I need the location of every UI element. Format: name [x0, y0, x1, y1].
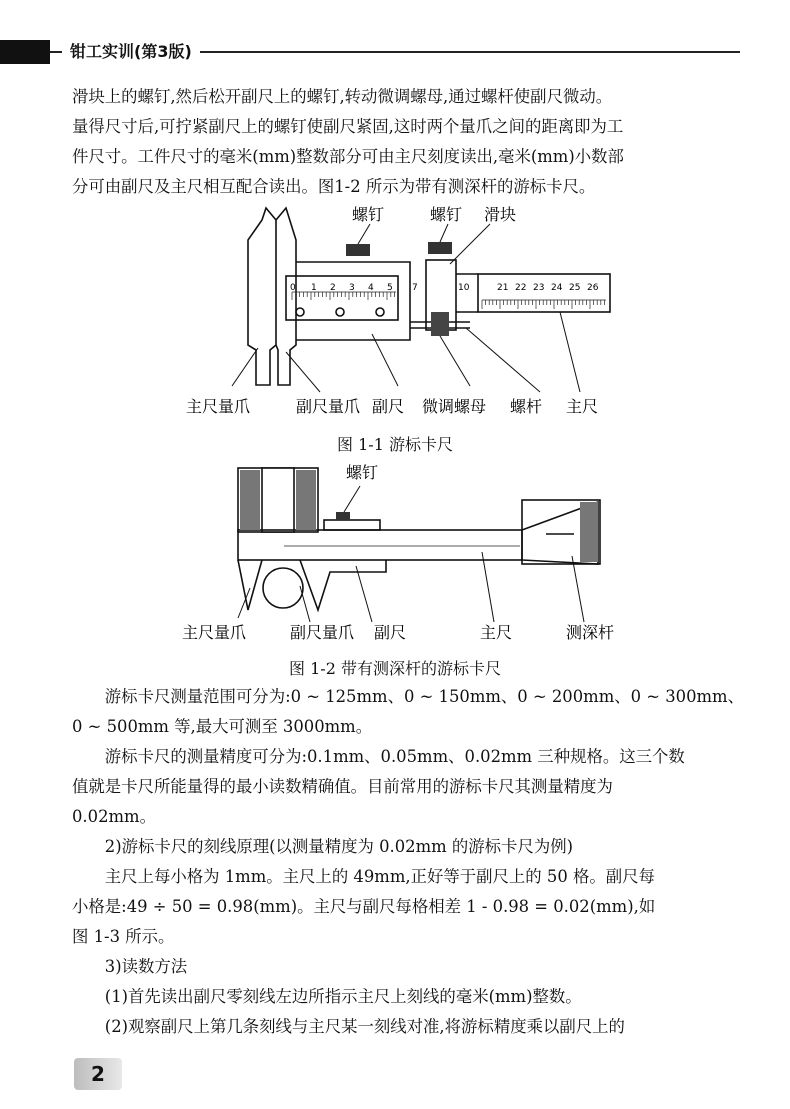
vernier-caliper-drawing: [0, 200, 790, 430]
figure-1-1-caption: 图 1-1 游标卡尺: [337, 435, 453, 454]
label-slider: 滑块: [484, 205, 517, 224]
fine-adjust-nut-icon: [431, 312, 449, 336]
scale-number: 24: [551, 283, 563, 293]
scale-number: 2: [330, 283, 336, 293]
scale-number: 5: [387, 283, 393, 293]
figure-1-2: [0, 460, 790, 650]
text-line: 游标卡尺测量范围可分为:0 ~ 125mm、0 ~ 150mm、0 ~ 200mm、0 ~ 300mm、: [104, 687, 744, 706]
scale-number: 23: [533, 283, 545, 293]
scale-number: 10: [458, 283, 470, 293]
scale-number: 4: [368, 283, 374, 293]
scale-number: 0: [290, 283, 296, 293]
label-screw-1: 螺钉: [352, 205, 385, 224]
screw-icon: [346, 244, 370, 256]
label-fine-nut: 微调螺母: [422, 397, 487, 416]
text-line: 图 1-3 所示。: [72, 927, 175, 946]
scale-number: 1: [311, 283, 317, 293]
text-line: 滑块上的螺钉,然后松开副尺上的螺钉,转动微调螺母,通过螺杆使副尺微动。: [72, 87, 613, 106]
label-main-scale: 主尺: [480, 623, 513, 642]
text-line: 量得尺寸后,可拧紧副尺上的螺钉使副尺紧固,这时两个量爪之间的距离即为工: [72, 117, 624, 136]
text-line: 2)游标卡尺的刻线原理(以测量精度为 0.02mm 的游标卡尺为例): [104, 837, 574, 856]
text-line: 小格是:49 ÷ 50 = 0.98(mm)。主尺与副尺每格相差 1 - 0.98 = 0.02(mm),如: [72, 897, 656, 916]
text-line: 0 ~ 500mm 等,最大可测至 3000mm。: [72, 717, 373, 736]
scale-number: 22: [515, 283, 527, 293]
label-vernier-jaw: 副尺量爪: [290, 623, 355, 642]
scale-number: 26: [587, 283, 599, 293]
body-text-top: [72, 82, 732, 202]
label-main-jaw: 主尺量爪: [186, 397, 251, 416]
scale-number: 21: [497, 283, 509, 293]
screw-icon: [428, 242, 452, 254]
text-line: (2)观察副尺上第几条刻线与主尺某一刻线对准,将游标精度乘以副尺上的: [104, 1017, 625, 1036]
figure-1-2-caption: 图 1-2 带有测深杆的游标卡尺: [289, 659, 501, 678]
text-line: 3)读数方法: [104, 957, 188, 976]
page-number: 2: [74, 1058, 122, 1090]
scale-number: 3: [349, 283, 355, 293]
screw-icon: [336, 512, 350, 520]
text-line: 主尺上每小格为 1mm。主尺上的 49mm,正好等于副尺上的 50 格。副尺每: [104, 867, 655, 886]
text-line: 0.02mm。: [72, 807, 156, 826]
scale-number: 7: [412, 283, 418, 293]
body-text-bottom: [72, 682, 744, 1042]
text-line: 游标卡尺的测量精度可分为:0.1mm、0.05mm、0.02mm 三种规格。这三个数: [104, 747, 685, 766]
running-header-title: 钳工实训(第3版): [62, 40, 200, 64]
text-line: 分可由副尺及主尺相互配合读出。图1-2 所示为带有测深杆的游标卡尺。: [72, 177, 596, 196]
header-bar: [0, 40, 50, 64]
text-line: (1)首先读出副尺零刻线左边所指示主尺上刻线的毫米(mm)整数。: [104, 987, 582, 1006]
label-depth-rod: 测深杆: [566, 623, 615, 642]
label-screw-rod: 螺杆: [510, 397, 543, 416]
label-vernier: 副尺: [372, 397, 405, 416]
figure-1-1: [0, 200, 790, 430]
label-main-scale: 主尺: [566, 397, 599, 416]
scale-number: 25: [569, 283, 581, 293]
depth-caliper-drawing: [0, 460, 790, 650]
label-main-jaw: 主尺量爪: [182, 623, 247, 642]
text-line: 值就是卡尺所能量得的最小读数精确值。目前常用的游标卡尺其测量精度为: [72, 777, 613, 796]
text-line: 件尺寸。工件尺寸的毫米(mm)整数部分可由主尺刻度读出,毫米(mm)小数部: [72, 147, 624, 166]
label-screw-2: 螺钉: [430, 205, 463, 224]
label-vernier: 副尺: [374, 623, 407, 642]
label-vernier-jaw: 副尺量爪: [296, 397, 361, 416]
label-screw: 螺钉: [346, 463, 379, 482]
